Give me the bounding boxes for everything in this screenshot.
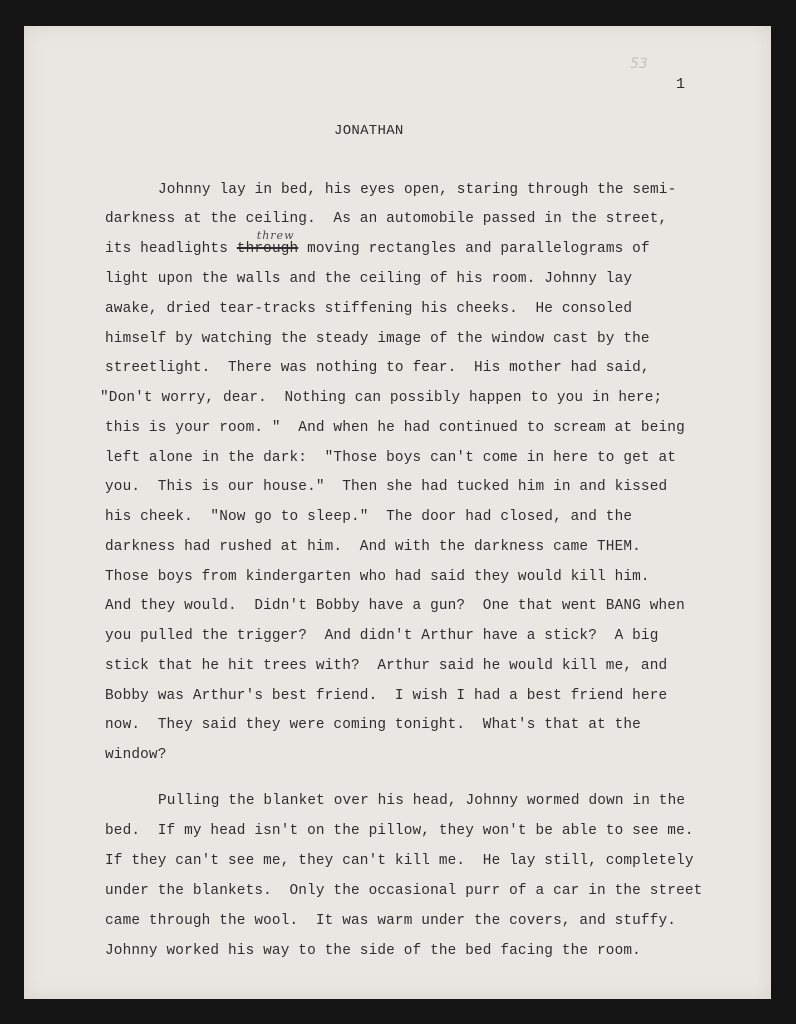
text-line: Johnny worked his way to the side of the bed facing the room.: [105, 943, 641, 959]
text-line: If they can't see me, they can't kill me. He lay still, completely: [105, 853, 694, 869]
text-line: you. This is our house." Then she had tucked him in and kissed: [105, 479, 668, 495]
text-line: window?: [105, 747, 167, 763]
text-line: himself by watching the steady image of the window cast by the: [105, 331, 650, 347]
text-line: bed. If my head isn't on the pillow, they won't be able to see me.: [105, 823, 694, 839]
text-line: Bobby was Arthur's best friend. I wish I had a best friend here: [105, 688, 668, 704]
text-line-with-correction: [105, 229, 650, 258]
text-line: this is your room. " And when he had continued to scream at being: [105, 420, 685, 436]
text-line: streetlight. There was nothing to fear. His mother had said,: [105, 360, 650, 376]
document-title: JONATHAN: [334, 123, 404, 139]
text-line: And they would. Didn't Bobby have a gun? One that went BANG when: [105, 598, 685, 614]
pencil-annotation: 53: [630, 56, 648, 72]
text-line: Pulling the blanket over his head, Johnny wormed down in the: [158, 793, 686, 809]
text-line: came through the wool. It was warm under the covers, and stuffy.: [105, 913, 677, 929]
text-line: Johnny lay in bed, his eyes open, staring through the semi-: [158, 182, 677, 198]
text-line: darkness had rushed at him. And with the darkness came THEM.: [105, 539, 641, 555]
page-number: 1: [676, 76, 686, 93]
struck-word: through: [236, 241, 299, 257]
text-line: light upon the walls and the ceiling of his room. Johnny lay: [105, 271, 633, 287]
text-line: awake, dried tear-tracks stiffening his cheeks. He consoled: [105, 301, 633, 317]
text-line: now. They said they were coming tonight. What's that at the: [105, 717, 641, 733]
correction: [236, 229, 299, 258]
line-prefix: its headlights: [105, 241, 237, 257]
text-line: Those boys from kindergarten who had said they would kill him.: [105, 569, 650, 585]
text-line: left alone in the dark: "Those boys can't come in here to get at: [105, 450, 677, 466]
text-line: you pulled the trigger? And didn't Arthur have a stick? A big: [105, 628, 659, 644]
line-suffix: moving rectangles and parallelograms of: [298, 241, 650, 257]
text-line: stick that he hit trees with? Arthur said he would kill me, and: [105, 658, 668, 674]
text-line: darkness at the ceiling. As an automobile passed in the street,: [105, 211, 668, 227]
text-line: his cheek. "Now go to sleep." The door had closed, and the: [105, 509, 633, 525]
text-line: under the blankets. Only the occasional purr of a car in the street: [105, 883, 703, 899]
handwritten-insertion: threw: [256, 229, 295, 242]
text-line: "Don't worry, dear. Nothing can possibly happen to you in here;: [100, 390, 663, 406]
